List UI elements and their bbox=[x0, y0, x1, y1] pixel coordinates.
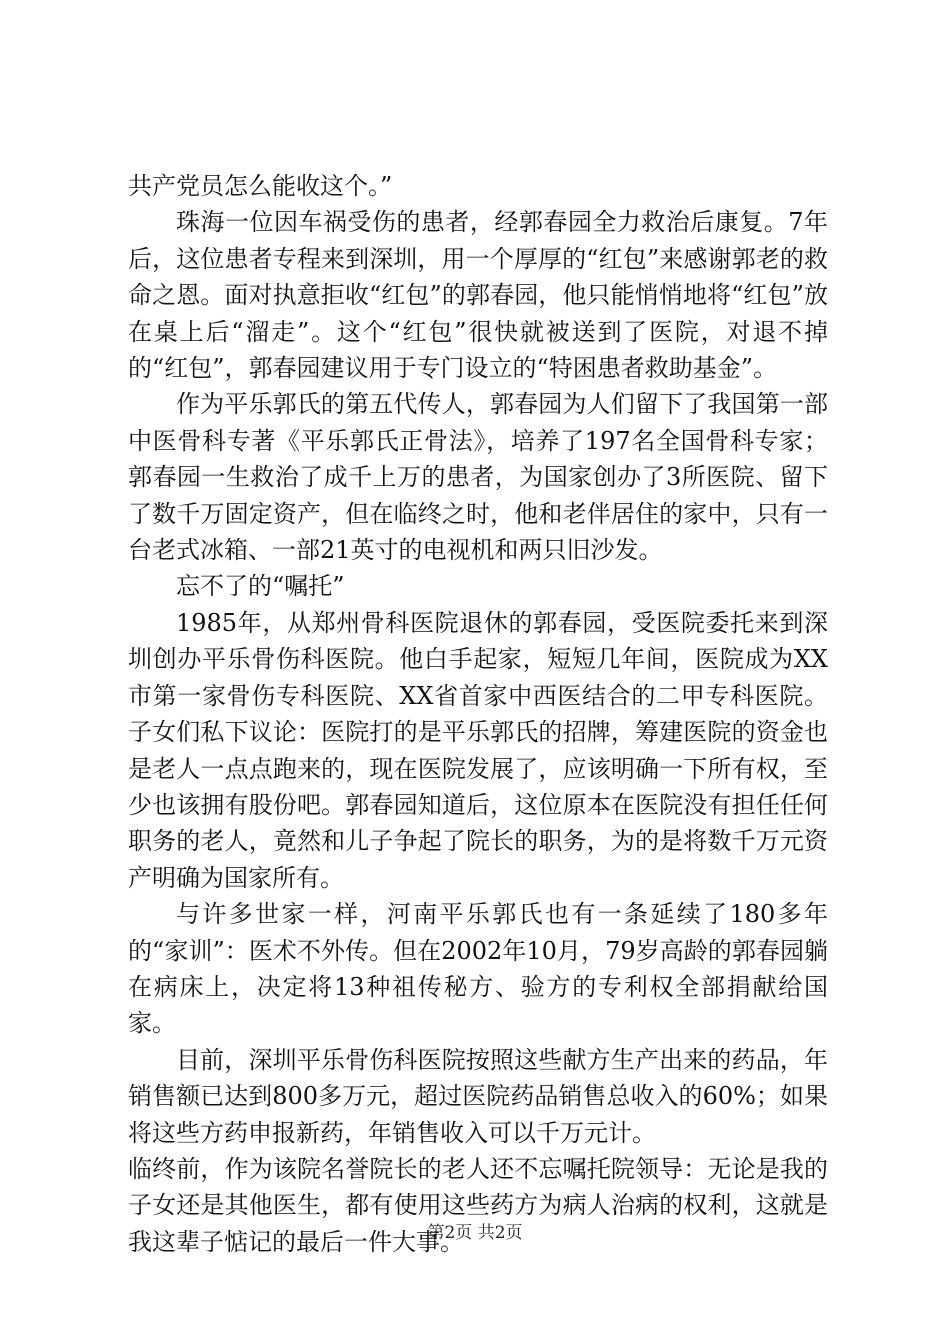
page-footer: 第2页 共2页 bbox=[427, 1223, 523, 1243]
section-heading: 忘不了的“嘱托” bbox=[176, 572, 345, 601]
paragraph-2: 珠海一位因车祸受伤的患者，经郭春园全力救治后康复。7年后，这位患者专程来到深圳，用一个厚厚的“红包”来感谢郭老的救命之恩。面对执意拒收“红包”的郭春园，他只能悄悄地将“红包”放在桌上后“溜走”。这个“红包”很快就被送到了医院，对退不掉的“红包”，郭春园建议用于专门设立的“特困患者救助基金”。 bbox=[128, 208, 828, 383]
paragraph-5: 与许多世家一样，河南平乐郭氏也有一条延续了180多年的“家训”：医术不外传。但在2002年10月，79岁高龄的郭春园躺在病床上，决定将13种祖传秘方、验方的专利权全部捐献给国家。 bbox=[128, 900, 828, 1038]
paragraph-4: 1985年，从郑州骨科医院退休的郭春园，受医院委托来到深圳创办平乐骨伤科医院。他白手起家，短短几年间，医院成为XX市第一家骨伤专科医院、XX省首家中西医结合的二甲专科医院。子女们私下议论：医院打的是平乐郭氏的招牌，筹建医院的资金也是老人一点点跑来的，现在医院发展了，应该明确一下所有权，至少也该拥有股份吧。郭春园知道后，这位原本在医院没有担任任何职务的老人，竟然和儿子争起了院长的职务，为的是将数千万元资产明确为国家所有。 bbox=[128, 608, 828, 892]
paragraph-6: 目前，深圳平乐骨伤科医院按照这些献方生产出来的药品，年销售额已达到800多万元，超过医院药品销售总收入的60%；如果将这些方药申报新药，年销售收入可以千万元计。 bbox=[128, 1045, 828, 1147]
paragraph-3: 作为平乐郭氏的第五代传人，郭春园为人们留下了我国第一部中医骨科专著《平乐郭氏正骨法》，培养了197名全国骨科专家；郭春园一生救治了成千上万的患者，为国家创办了3所医院、留下了数千万固定资产，但在临终之时，他和老伴居住的家中，只有一台老式冰箱、一部21英寸的电视机和两只旧沙发。 bbox=[128, 390, 828, 565]
document-body bbox=[128, 168, 828, 1260]
paragraph-1: 共产党员怎么能收这个。” bbox=[128, 172, 393, 200]
paragraph-7: 临终前，作为该院名誉院长的老人还不忘嘱托院领导：无论是我的子女还是其他医生，都有使用这些药方为病人治病的权利，这就是我这辈子惦记的最后一件大事。 bbox=[128, 1154, 828, 1256]
